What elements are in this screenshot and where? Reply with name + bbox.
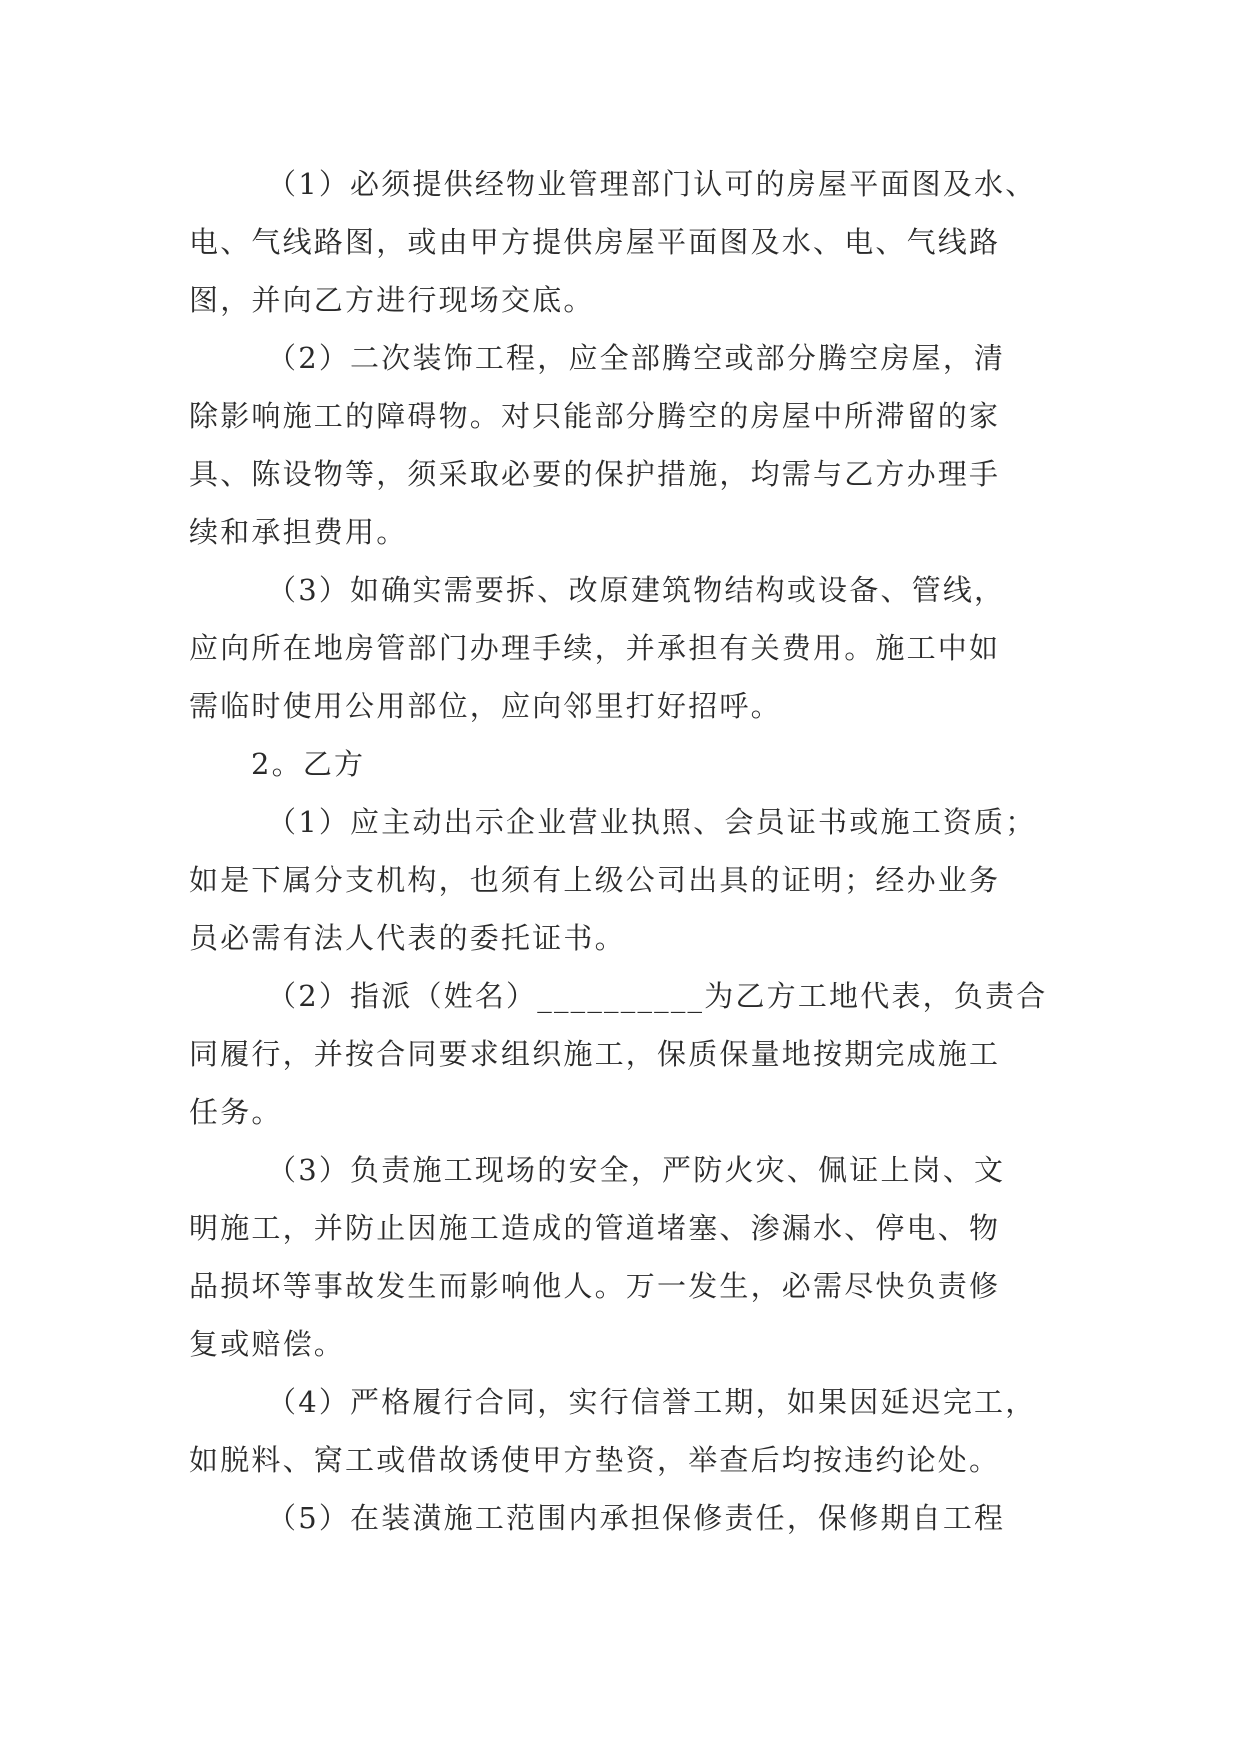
- text-line: 如是下属分支机构，也须有上级公司出具的证明；经办业务: [189, 863, 1001, 897]
- text-line: （1）应主动出示企业营业执照、会员证书或施工资质；: [267, 805, 1037, 839]
- text-line: 同履行，并按合同要求组织施工，保质保量地按期完成施工: [189, 1037, 1001, 1071]
- text-line: （2）指派（姓名）__________为乙方工地代表，负责合: [267, 979, 1048, 1013]
- text-line: 需临时使用公用部位，应向邻里打好招呼。: [189, 689, 782, 723]
- text-line: 除影响施工的障碍物。对只能部分腾空的房屋中所滞留的家: [189, 399, 1001, 433]
- paragraph-party-b-item-2: [189, 967, 1069, 1141]
- paragraph-party-a-item-3: [189, 561, 1069, 735]
- section-heading: 2。乙方: [251, 747, 366, 781]
- text-line: 具、陈设物等，须采取必要的保护措施，均需与乙方办理手: [189, 457, 1001, 491]
- text-line: 员必需有法人代表的委托证书。: [189, 921, 626, 955]
- text-line: 任务。: [189, 1095, 283, 1129]
- text-line: （4）严格履行合同，实行信誉工期，如果因延迟完工，: [267, 1385, 1037, 1419]
- text-line: （1）必须提供经物业管理部门认可的房屋平面图及水、: [267, 167, 1037, 201]
- paragraph-party-a-item-2: [189, 329, 1069, 561]
- text-line: 应向所在地房管部门办理手续，并承担有关费用。施工中如: [189, 631, 1001, 665]
- paragraph-party-b-item-4: [189, 1373, 1069, 1489]
- text-line: 品损坏等事故发生而影响他人。万一发生，必需尽快负责修: [189, 1269, 1001, 1303]
- text-line: 电、气线路图，或由甲方提供房屋平面图及水、电、气线路: [189, 225, 1001, 259]
- text-line: 如脱料、窝工或借故诱使甲方垫资，举查后均按违约论处。: [189, 1443, 1001, 1477]
- text-line: 明施工，并防止因施工造成的管道堵塞、渗漏水、停电、物: [189, 1211, 1001, 1245]
- paragraph-party-a-item-1: [189, 155, 1069, 329]
- paragraph-party-b-item-3: [189, 1141, 1069, 1373]
- section-heading-party-b: [189, 735, 1069, 793]
- text-line: 续和承担费用。: [189, 515, 408, 549]
- paragraph-party-b-item-1: [189, 793, 1069, 967]
- text-line: 复或赔偿。: [189, 1327, 346, 1361]
- text-line: （3）如确实需要拆、改原建筑物结构或设备、管线，: [267, 573, 1006, 607]
- document-body: [189, 155, 1069, 1547]
- text-line: 图，并向乙方进行现场交底。: [189, 283, 595, 317]
- text-line: （3）负责施工现场的安全，严防火灾、佩证上岗、文: [267, 1153, 1006, 1187]
- paragraph-party-b-item-5: [189, 1489, 1069, 1547]
- text-line: （2）二次装饰工程，应全部腾空或部分腾空房屋，清: [267, 341, 1006, 375]
- text-line: （5）在装潢施工范围内承担保修责任，保修期自工程: [267, 1501, 1006, 1535]
